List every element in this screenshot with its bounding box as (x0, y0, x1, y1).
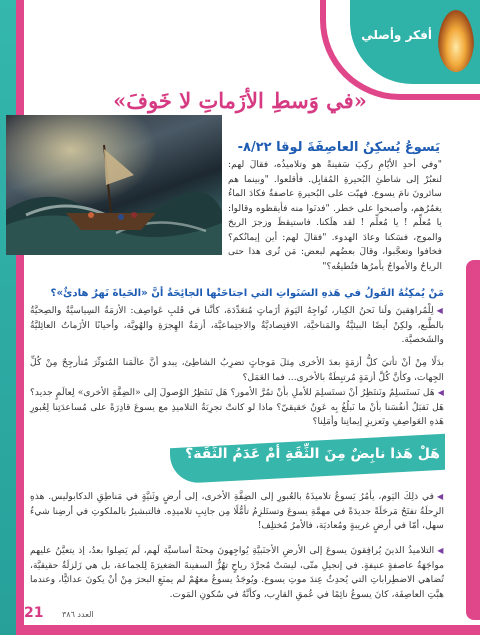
section3-ribbon-title: هَلْ هَذا نابِضٌ مِنَ الثِّقَةِ أمْ عَدَمُ الثِّقَة؟ (185, 446, 440, 462)
issue-reference: العدد ٣٨٦ (62, 610, 94, 619)
section3-bullet-1: ◀ في ذلِكَ اليَوم، يأمُرُ يَسوعُ تلاميذَهُ بالعُبورِ إلى الضِفَّةِ الأخرى، إلى أرضٍ وثَنيَّةٍ في مَناطِقِ الدكابوليس. هذهِ الرِحلَةُ تفتَحُ مَرحَلَةً جديدَةً في مهمَّةِ يسوعَ وتستَلزِمُ تأمُّلًا مِن جانِبِ تلاميذِه. فالتبشيرُ بالملكوتِ في أرضِنا شيءٌ سهل، أمّا في أرضٍ غريبةٍ ومُعاديَة، فالأمرُ مُختلِف! (30, 490, 444, 534)
page-title: «في وَسطِ الأزَماتِ لا خَوفَ» (113, 88, 367, 113)
section2-bullet-1: ◀ لِلْمُراهِقينَ ولَنا نَحنُ الكِبار، تُواجِهُ اليَومَ أزَماتٍ مُتعَدِّدَة، كأنَّنا في قَلبِ عَواصِف: الأزمَةُ السِياسيَّةُ والصِحيَّةُ بالطَّبع، ولكِنْ أيضًا البيئيَّةُ والمَناخيَّة، الاقتِصاديَّةُ والاجتِماعيَّة، أزمَةُ الهِجرَةِ والهُويَّة، وأحيانًا الأزَماتُ العائِليَّةُ والشَخصيَّة. (30, 304, 444, 348)
section2-paragraph: بدَلًا مِنْ أنْ تأتيَ كلُّ أزمَةٍ بعدَ الأخرى مِثلَ مَوجاتٍ تضرِبُ الشاطِئ، يبدو أنَّ عالَمَنا المُتوتِّرَ مُتأرجِحٌ مِنْ كُلِّ الجِهات، وكأنَّ كُلَّ أزمَةٍ مُرتبِطَةٌ بالأخرى... فما العَمَل؟ (30, 357, 444, 383)
section3-bullet-2: ◀ التلاميذُ الذينَ يُرافِقونَ يسوعَ إلى الأرضِ الأجنَبيَّةِ يُواجِهونَ مِحنَةً أساسيَّة لَهم، لَم يَصِلوا بعدُ، إذ يتعيَّنُ عليهم مواجَهَةُ عاصفةٍ عنيفةٍ. في إنجيلِ متّى، ليسَتْ مُجرَّدَ رياحٍ تهُزُّ السفينةَ الصَغيرَةَ لِلجماعة، بل هي زَلزلَةٌ حقيقيَّة، تُضاهي الاضطِراباتِ التي يُحدِثُ عِندَ موتِ يسوع. ويُوجَدُ يسوعُ معهُمْ لم يمنَعِ البحرَ مِنْ أنْ يكونَ عدائيًّا، وعندما هبَّتِ العاصِفَة، كانَ يسوعُ نائِمًا في عُمقِ القارِب، وكأنَّهُ في سُكونِ المَوت. (30, 544, 444, 602)
section2-bullet-2: ◀ هَل نَستَسلِمُ ونَنتَظِرُ أنْ تستَسلِمَ للأملِ بأنْ تمُرَّ الأمور؟ هَل نَنتَظِرُ الوُصولَ إلى «الضِفَّةِ الأخرى» لِعالَمٍ جديد؟ هَل نَقبَلُ أنفُسَنا بأنْ ما نَبلُغُ بِه عَونٌ حَقيقيّ؟ ماذا لو كانتْ تجرِبَةُ التلاميذِ مع يسوعَ قادِرَةً على مُساعدَتِنا لِعُبورِ هَذهِ العَواصِفِ وتَعزيزِ إيمانِنا وأمَلِنا؟ (30, 386, 444, 430)
section2-heading: مَنْ يُمكِنُهُ القَولُ في هَذهِ السَنَواتِ التي اجتاحَتْها الجائِحَةُ أنَّ «الحَياةَ نَهرٌ هادئٌ»؟ (50, 288, 444, 299)
candle-icon (438, 10, 474, 72)
section1-text-continued (30, 246, 442, 262)
left-pink-band (16, 0, 24, 635)
section1-text: "وفي أحدِ الأيّامِ ركِبَ سَفينةً هو وتلاميذُه، فقالَ لهم: لنعبُرْ إلى شاطئِ البُحيرةِ المُقابِل. فأقلعوا. "وبينما هم سائرونَ نامَ يسوع. فهبّت على البُحيرةِ عاصفةٌ فكادَ الماءُ يغمُرُهم، وأصبحوا على خطر. "فدنَوا منه فأيقظوه وقالوا: يا مُعلِّم ! يا مُعلِّم ! لقد هلَكنا. فاستيقظَ وزجرَ الريحَ والموج، فسَكنا وعادَ الهدوء. "فقالَ لهم: أين إيمانُكم؟ فخافوا وتعجَّبوا، وقالَ بعضُهم لبعض: مَن تُرى هذا حتى الرياحُ والأمواجُ يأمرُها فتُطيعُه؟" (228, 159, 442, 272)
storm-painting (6, 115, 222, 255)
right-pink-band (466, 260, 480, 620)
left-teal-band (0, 0, 16, 635)
section1-heading: يَسوعُ يُسكِنُ العاصِفَةَ لوقا ٨/٢٢- (237, 140, 440, 155)
bottom-pink-band (24, 625, 480, 635)
page-number: 21 (24, 605, 44, 621)
storm-painting-image (6, 115, 222, 255)
section-label: أفكر وأصلي (361, 28, 432, 42)
